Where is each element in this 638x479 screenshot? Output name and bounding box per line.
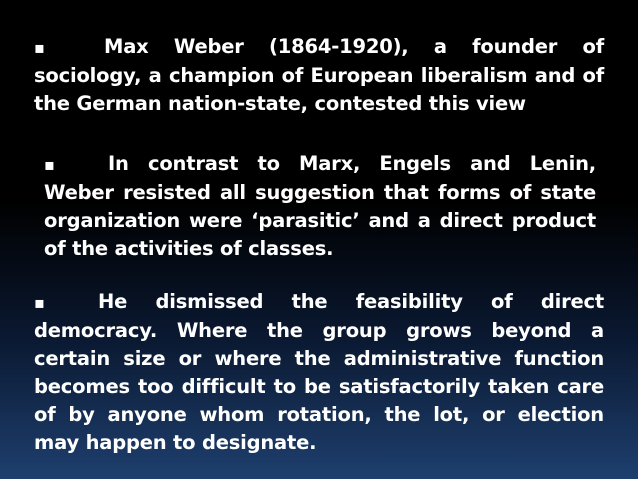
paragraph-2-text: In contrast to Marx, Engels and Lenin, Weber resisted all suggestion that forms of state organization were ‘parasitic’ and a direct product of the activities of classes.	[44, 152, 596, 260]
bullet-paragraph-3	[34, 288, 604, 457]
bullet-square-icon: ▪	[44, 155, 55, 174]
bullet-paragraph-1	[34, 33, 604, 118]
paragraph-3-text: He dismissed the feasibility of direct democracy. Where the group grows beyond a certain size or where the administrative function becomes too difficult to be satisfactorily taken care of by anyone whom rotation, the lot, or election may happen to designate.	[34, 290, 604, 454]
bullet-paragraph-2	[44, 150, 596, 263]
bullet-square-icon: ▪	[34, 38, 45, 57]
paragraph-1-text: Max Weber (1864-1920), a founder of sociology, a champion of European liberalism and of the German nation-state, contested this view	[34, 35, 604, 115]
bullet-square-icon: ▪	[34, 293, 45, 312]
